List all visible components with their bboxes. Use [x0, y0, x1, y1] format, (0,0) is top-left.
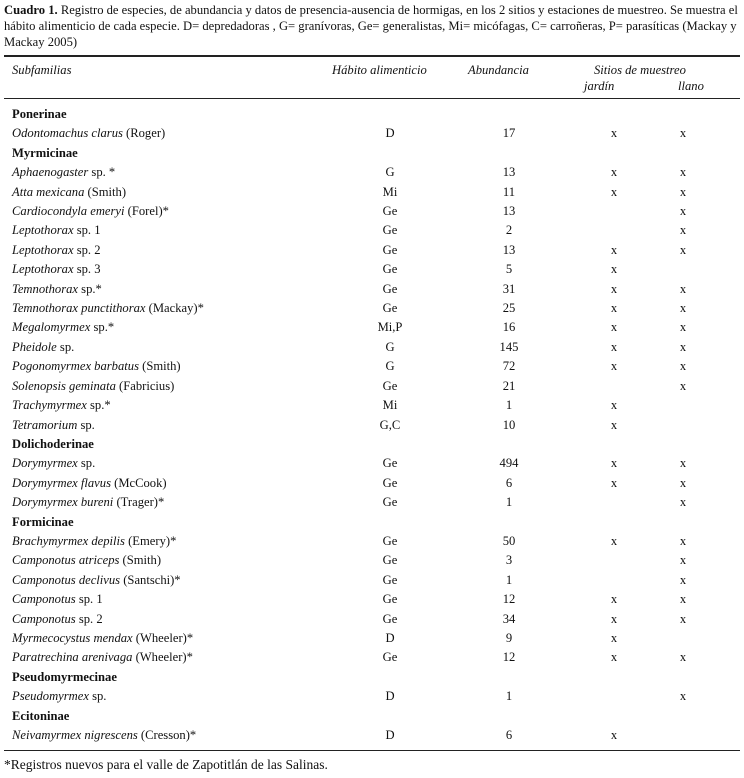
jardin-cell: x [610, 398, 618, 413]
species-author: (Smith) [119, 553, 162, 568]
jardin-cell: x [610, 456, 618, 471]
abundance-cell: 1 [505, 689, 513, 704]
llano-cell: x [679, 165, 687, 180]
top-rule [4, 55, 740, 57]
caption-label: Cuadro 1. [4, 3, 58, 17]
abundance-cell: 16 [502, 320, 516, 335]
jardin-cell: x [610, 301, 618, 316]
llano-cell: x [679, 475, 687, 490]
table-row [4, 338, 740, 357]
table-row [4, 357, 740, 376]
species-author: sp. [56, 339, 75, 354]
header-sitios: Sitios de muestreo [594, 63, 686, 77]
header-llano: llano [678, 79, 704, 93]
species-name [4, 396, 330, 415]
species-name [4, 571, 330, 590]
species-author: (Mackay)* [145, 301, 204, 316]
abundance-cell: 2 [505, 223, 513, 238]
header-habito: Hábito alimenticio [332, 63, 427, 77]
abundance-cell: 5 [505, 262, 513, 277]
abundance-cell: 1 [505, 495, 513, 510]
species-name [4, 454, 330, 473]
table-row [4, 726, 740, 745]
species-author: sp.* [90, 320, 115, 335]
footnote: *Registros nuevos para el valle de Zapotitlán de las Salinas. [4, 757, 328, 772]
species-name [4, 338, 330, 357]
jardin-cell [568, 493, 660, 512]
table-row [4, 260, 740, 279]
species-name [4, 183, 330, 202]
llano-cell: x [679, 204, 687, 219]
species-name [4, 416, 330, 435]
habit-cell: Ge [382, 533, 398, 548]
llano-cell: x [679, 320, 687, 335]
table-row [4, 610, 740, 629]
habit-cell: Ge [382, 262, 398, 277]
jardin-cell [568, 377, 660, 396]
table-row [4, 280, 740, 299]
species-genus: Camponotus [12, 592, 76, 607]
jardin-cell: x [610, 533, 618, 548]
abundance-cell: 34 [502, 611, 516, 626]
habit-cell: Ge [382, 301, 398, 316]
habit-cell: G [385, 359, 395, 374]
llano-cell [660, 726, 740, 745]
species-name [4, 124, 330, 143]
species-author: (Smith) [138, 359, 181, 374]
abundance-cell: 6 [505, 728, 513, 742]
species-name [4, 241, 330, 260]
species-name [4, 629, 330, 648]
species-genus: Dorymyrmex bureni [12, 495, 114, 510]
jardin-cell: x [610, 184, 618, 199]
species-author: sp. 1 [75, 592, 103, 607]
table-row [4, 377, 740, 396]
species-author: sp. * [88, 165, 116, 180]
habit-cell: Ge [382, 475, 398, 490]
species-name [4, 551, 330, 570]
species-genus: Camponotus atriceps [12, 553, 120, 568]
habit-cell: D [385, 728, 395, 742]
table-row [4, 124, 740, 143]
jardin-cell [568, 687, 660, 706]
habit-cell: Mi [382, 184, 398, 199]
species-name [4, 726, 330, 745]
jardin-cell: x [610, 281, 618, 296]
species-genus: Camponotus [12, 611, 76, 626]
habit-cell: Ge [382, 553, 398, 568]
table-row [4, 299, 740, 318]
species-author: (Wheeler)* [132, 630, 194, 645]
abundance-cell: 11 [502, 184, 516, 199]
species-name [4, 532, 330, 551]
jardin-cell [568, 551, 660, 570]
species-genus: Pseudomyrmex [12, 689, 89, 704]
species-genus: Solenopsis geminata [12, 378, 116, 393]
subfamily-row [4, 105, 740, 124]
abundance-cell: 13 [502, 204, 516, 219]
subfamily-row [4, 144, 740, 163]
llano-cell: x [679, 495, 687, 510]
abundance-cell: 9 [505, 630, 513, 645]
caption-text: Registro de especies, de abundancia y datos de presencia-ausencia de hormigas, en los 2 sitios y estaciones de muestreo. Se muestra el hábito alimenticio de cada especie. D= depredadoras , G= granívoras, Ge= generalistas, Mi= micófagas, C= carroñeras, P= parasíticas (Mackay y Mackay 2005) [4, 3, 738, 49]
llano-cell: x [679, 533, 687, 548]
llano-cell: x [679, 553, 687, 568]
species-name [4, 163, 330, 182]
species-name [4, 590, 330, 609]
species-author: (Cresson)* [137, 728, 197, 742]
species-author: (Roger) [122, 126, 166, 141]
llano-cell: x [679, 572, 687, 587]
jardin-cell: x [610, 165, 618, 180]
species-name [4, 260, 330, 279]
habit-cell: Ge [382, 204, 398, 219]
habit-cell: G,C [379, 417, 401, 432]
species-name [4, 280, 330, 299]
table-row [4, 202, 740, 221]
species-genus: Megalomyrmex [12, 320, 91, 335]
habit-cell: Ge [382, 611, 398, 626]
species-author: sp. [88, 689, 107, 704]
species-genus: Paratrechina arenivaga [12, 650, 133, 665]
subfamily-row [4, 435, 740, 454]
species-author: (Emery)* [124, 533, 177, 548]
subfamily-name: Dolichoderinae [12, 436, 94, 451]
header-abundancia: Abundancia [468, 63, 529, 77]
species-author: sp. 2 [73, 242, 101, 257]
llano-cell [660, 629, 740, 648]
jardin-cell [568, 571, 660, 590]
jardin-cell: x [610, 592, 618, 607]
species-table [4, 105, 740, 745]
habit-cell: Mi,P [377, 320, 403, 335]
llano-cell: x [679, 184, 687, 199]
species-name [4, 357, 330, 376]
species-genus: Trachymyrmex [12, 398, 87, 413]
habit-cell: G [385, 165, 395, 180]
species-author: sp. 1 [73, 223, 101, 238]
abundance-cell: 12 [502, 650, 516, 665]
table-row [4, 687, 740, 706]
species-author: (Smith) [84, 184, 127, 199]
species-author: (McCook) [110, 475, 167, 490]
llano-cell [660, 260, 740, 279]
jardin-cell [568, 221, 660, 240]
llano-cell [660, 396, 740, 415]
species-genus: Temnothorax punctithorax [12, 301, 146, 316]
llano-cell: x [679, 223, 687, 238]
species-genus: Brachymyrmex depilis [12, 533, 125, 548]
llano-cell: x [679, 242, 687, 257]
abundance-cell: 3 [505, 553, 513, 568]
llano-cell: x [679, 456, 687, 471]
jardin-cell: x [610, 630, 618, 645]
table-row [4, 493, 740, 512]
species-name [4, 493, 330, 512]
abundance-cell: 13 [502, 242, 516, 257]
species-genus: Pheidole [12, 339, 57, 354]
species-name [4, 648, 330, 667]
llano-cell: x [679, 611, 687, 626]
table-caption [4, 2, 742, 50]
bottom-rule [4, 750, 740, 751]
llano-cell: x [679, 689, 687, 704]
species-genus: Dorymyrmex [12, 456, 78, 471]
species-author: (Forel)* [124, 204, 169, 219]
species-genus: Aphaenogaster [12, 165, 89, 180]
species-author: sp.* [78, 281, 102, 296]
jardin-cell: x [610, 262, 618, 277]
habit-cell: Ge [382, 281, 398, 296]
species-author: sp. 2 [75, 611, 103, 626]
llano-cell: x [679, 301, 687, 316]
table-row [4, 318, 740, 337]
species-author: (Fabricius) [115, 378, 175, 393]
subfamily-name: Ponerinae [12, 107, 67, 121]
subfamily-name: Ecitoninae [12, 708, 70, 723]
jardin-cell: x [610, 728, 618, 742]
abundance-cell: 10 [502, 417, 516, 432]
abundance-cell: 13 [502, 165, 516, 180]
habit-cell: Ge [382, 495, 398, 510]
table-row [4, 532, 740, 551]
abundance-cell: 1 [505, 572, 513, 587]
subfamily-name: Myrmicinae [12, 145, 78, 160]
species-author: (Wheeler)* [132, 650, 193, 665]
table-row [4, 454, 740, 473]
species-name [4, 299, 330, 318]
habit-cell: D [385, 630, 395, 645]
llano-cell: x [679, 592, 687, 607]
habit-cell: Ge [382, 456, 398, 471]
species-name [4, 202, 330, 221]
abundance-cell: 31 [502, 281, 516, 296]
abundance-cell: 25 [502, 301, 516, 316]
species-genus: Leptothorax [12, 242, 74, 257]
abundance-cell: 12 [502, 592, 516, 607]
subfamily-row [4, 668, 740, 687]
habit-cell: Ge [382, 242, 398, 257]
table-row [4, 241, 740, 260]
llano-cell: x [679, 650, 687, 665]
abundance-cell: 21 [502, 378, 516, 393]
llano-cell [660, 416, 740, 435]
jardin-cell: x [610, 242, 618, 257]
species-genus: Atta mexicana [12, 184, 85, 199]
table-row [4, 416, 740, 435]
jardin-cell: x [610, 650, 618, 665]
species-genus: Cardiocondyla emeryi [12, 204, 125, 219]
abundance-cell: 6 [505, 475, 513, 490]
jardin-cell: x [610, 359, 618, 374]
abundance-cell: 1 [505, 398, 513, 413]
habit-cell: G [385, 339, 395, 354]
habit-cell: D [385, 689, 395, 704]
species-genus: Pogonomyrmex barbatus [12, 359, 139, 374]
jardin-cell: x [610, 475, 618, 490]
table-row [4, 648, 740, 667]
subfamily-name: Pseudomyrmecinae [12, 669, 117, 684]
habit-cell: D [385, 126, 395, 141]
header-rule [4, 98, 740, 99]
species-genus: Odontomachus clarus [12, 126, 123, 141]
species-name [4, 474, 330, 493]
subfamily-row [4, 707, 740, 726]
species-author: sp. [77, 456, 96, 471]
species-author: (Trager)* [113, 495, 165, 510]
table-row [4, 551, 740, 570]
abundance-cell: 145 [499, 339, 519, 354]
species-name [4, 377, 330, 396]
jardin-cell: x [610, 339, 618, 354]
species-genus: Myrmecocystus mendax [12, 630, 133, 645]
header-subfamilias: Subfamilias [12, 63, 72, 77]
table-row [4, 163, 740, 182]
species-author: sp. [77, 417, 95, 432]
species-genus: Leptothorax [12, 223, 74, 238]
llano-cell: x [679, 359, 687, 374]
species-genus: Neivamyrmex nigrescens [12, 728, 138, 742]
species-genus: Temnothorax [12, 281, 79, 296]
jardin-cell: x [610, 611, 618, 626]
abundance-cell: 17 [502, 126, 516, 141]
table-row [4, 221, 740, 240]
jardin-cell: x [610, 126, 618, 141]
habit-cell: Ge [382, 378, 398, 393]
species-genus: Camponotus declivus [12, 572, 121, 587]
habit-cell: Mi [382, 398, 398, 413]
species-name [4, 610, 330, 629]
table-row [4, 396, 740, 415]
habit-cell: Ge [382, 592, 398, 607]
species-genus: Dorymyrmex flavus [12, 475, 111, 490]
subfamily-row [4, 513, 740, 532]
jardin-cell: x [610, 320, 618, 335]
table-row [4, 590, 740, 609]
table-row [4, 474, 740, 493]
habit-cell: Ge [382, 572, 398, 587]
table-row [4, 629, 740, 648]
species-genus: Tetramorium [12, 417, 78, 432]
table-row [4, 183, 740, 202]
llano-cell: x [679, 378, 687, 393]
species-author: (Santschi)* [120, 572, 181, 587]
species-author: sp.* [86, 398, 111, 413]
table-row [4, 571, 740, 590]
llano-cell: x [679, 281, 687, 296]
species-name [4, 687, 330, 706]
habit-cell: Ge [382, 223, 398, 238]
species-table-body [4, 105, 740, 745]
llano-cell: x [679, 126, 687, 141]
species-genus: Leptothorax [12, 262, 74, 277]
jardin-cell: x [610, 417, 618, 432]
llano-cell: x [679, 339, 687, 354]
habit-cell: Ge [382, 650, 398, 665]
abundance-cell: 72 [502, 359, 516, 374]
subfamily-name: Formicinae [12, 514, 74, 529]
header-jardin: jardín [584, 79, 615, 93]
species-name [4, 318, 330, 337]
species-name [4, 221, 330, 240]
species-author: sp. 3 [73, 262, 101, 277]
jardin-cell [568, 202, 660, 221]
abundance-cell: 494 [499, 456, 519, 471]
abundance-cell: 50 [502, 533, 516, 548]
